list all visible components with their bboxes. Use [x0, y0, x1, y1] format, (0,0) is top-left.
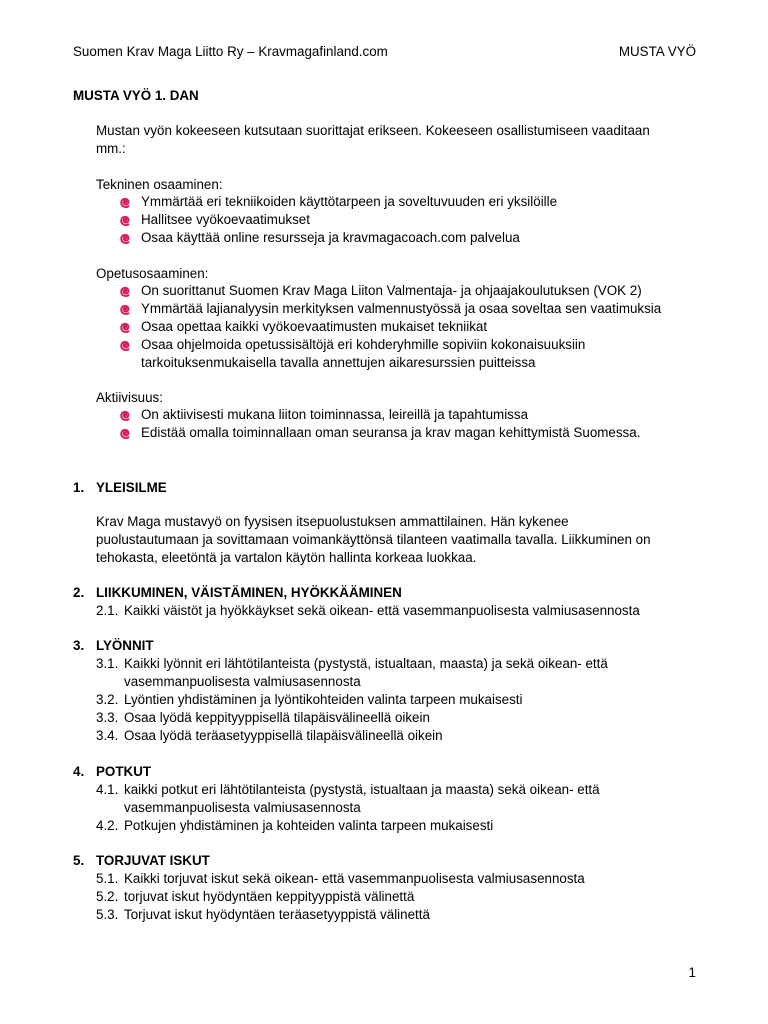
tech-item: Hallitsee vyökoevaatimukset: [141, 212, 310, 227]
section-number: 5.: [73, 853, 85, 868]
subitem-number: 3.4.: [96, 728, 119, 743]
document-title: MUSTA VYÖ 1. DAN: [73, 88, 199, 103]
subitem-text: Kaikki torjuvat iskut sekä oikean- että vasemmanpuolisesta valmiusasennosta: [124, 871, 585, 886]
section-number: 2.: [73, 585, 85, 600]
section-title: LIIKKUMINEN, VÄISTÄMINEN, HYÖKKÄÄMINEN: [96, 585, 402, 600]
teach-item: Osaa ohjelmoida opetussisältöjä eri kohderyhmille sopiviin kokonaisuuksiin: [141, 337, 586, 352]
subitem-text: Torjuvat iskut hyödyntäen teräasetyyppistä välinettä: [124, 907, 430, 922]
subitem-text: Kaikki lyönnit eri lähtötilanteista (pystystä, istualtaan, maasta) ja sekä oikean- että: [124, 656, 608, 671]
subitem-text: kaikki potkut eri lähtötilanteista (pystystä, istualtaan ja maasta) sekä oikean- että: [124, 782, 600, 797]
teach-item: Osaa opettaa kaikki vyökoevaatimusten mukaiset tekniikat: [141, 319, 488, 334]
subitem-number: 3.2.: [96, 692, 119, 707]
section-title: POTKUT: [96, 764, 152, 779]
subitem-text: Potkujen yhdistäminen ja kohteiden valinta tarpeen mukaisesti: [124, 818, 494, 833]
tech-item: Osaa käyttää online resursseja ja kravmagacoach.com palvelua: [141, 230, 520, 245]
subitem-number: 5.1.: [96, 871, 119, 886]
spiral-bullet-icon: [118, 426, 133, 441]
section-paragraph-line: puolustautumaan ja sovittamaan voimankäyttönsä tilanteen vaatimalla tavalla. Liikkuminen on: [96, 532, 651, 547]
section-title: YLEISILME: [96, 480, 167, 495]
spiral-bullet-icon: [118, 408, 133, 423]
teach-item: Ymmärtää lajianalyysin merkityksen valmennustyössä ja osaa soveltaa sen vaatimuksia: [141, 301, 662, 316]
subitem-number: 3.1.: [96, 656, 119, 671]
tech-label: Tekninen osaaminen:: [96, 177, 223, 192]
subitem-text: torjuvat iskut hyödyntäen keppityyppistä välinettä: [124, 889, 415, 904]
subitem-number: 2.1.: [96, 603, 119, 618]
subitem-number: 5.3.: [96, 907, 119, 922]
spiral-bullet-icon: [118, 338, 133, 353]
activity-item: On aktiivisesti mukana liiton toiminnassa, leireillä ja tapahtumissa: [141, 407, 529, 422]
subitem-continuation: vasemmanpuolisesta valmiusasennosta: [124, 674, 361, 689]
subitem-number: 4.1.: [96, 782, 119, 797]
subitem-number: 4.2.: [96, 818, 119, 833]
section-paragraph-line: Krav Maga mustavyö on fyysisen itsepuolustuksen ammattilainen. Hän kykenee: [96, 514, 569, 529]
section-title: LYÖNNIT: [96, 638, 154, 653]
subitem-text: Lyöntien yhdistäminen ja lyöntikohteiden valinta tarpeen mukaisesti: [124, 692, 523, 707]
subitem-text: Kaikki väistöt ja hyökkäykset sekä oikean- että vasemmanpuolisesta valmiusasennosta: [124, 603, 640, 618]
section-number: 1.: [73, 480, 85, 495]
section-title: TORJUVAT ISKUT: [96, 853, 210, 868]
section-number: 3.: [73, 638, 85, 653]
teach-item: On suorittanut Suomen Krav Maga Liiton Valmentaja- ja ohjaajakoulutuksen (VOK 2): [141, 283, 642, 298]
teach-label: Opetusosaaminen:: [96, 266, 209, 281]
subitem-continuation: vasemmanpuolisesta valmiusasennosta: [124, 800, 361, 815]
tech-item: Ymmärtää eri tekniikoiden käyttötarpeen ja soveltuvuuden eri yksilöille: [141, 194, 558, 209]
subitem-text: Osaa lyödä keppityyppisellä tilapäisvälineellä oikein: [124, 710, 430, 725]
spiral-bullet-icon: [118, 302, 133, 317]
page-header-left: Suomen Krav Maga Liitto Ry – Kravmagafinland.com: [73, 44, 388, 59]
section-paragraph-line: tehokasta, eleetöntä ja vartalon käytön hallinta korkeaa luokkaa.: [96, 550, 477, 565]
spiral-bullet-icon: [118, 320, 133, 335]
subitem-number: 5.2.: [96, 889, 119, 904]
spiral-bullet-icon: [118, 213, 133, 228]
page-header-right: MUSTA VYÖ: [618, 44, 696, 59]
activity-label: Aktiivisuus:: [96, 390, 163, 405]
page-number: 1: [688, 965, 696, 980]
intro-line: Mustan vyön kokeeseen kutsutaan suorittajat erikseen. Kokeeseen osallistumiseen vaaditaan: [96, 123, 650, 138]
spiral-bullet-icon: [118, 195, 133, 210]
teach-item-continuation: tarkoituksenmukaisella tavalla annettujen aikaresurssien puitteissa: [141, 355, 536, 370]
intro-line: mm.:: [96, 141, 126, 156]
spiral-bullet-icon: [118, 231, 133, 246]
activity-item: Edistää omalla toiminnallaan oman seuransa ja krav magan kehittymistä Suomessa.: [141, 425, 641, 440]
subitem-number: 3.3.: [96, 710, 119, 725]
section-number: 4.: [73, 764, 85, 779]
spiral-bullet-icon: [118, 284, 133, 299]
subitem-text: Osaa lyödä teräasetyyppisellä tilapäisvälineellä oikein: [124, 728, 443, 743]
